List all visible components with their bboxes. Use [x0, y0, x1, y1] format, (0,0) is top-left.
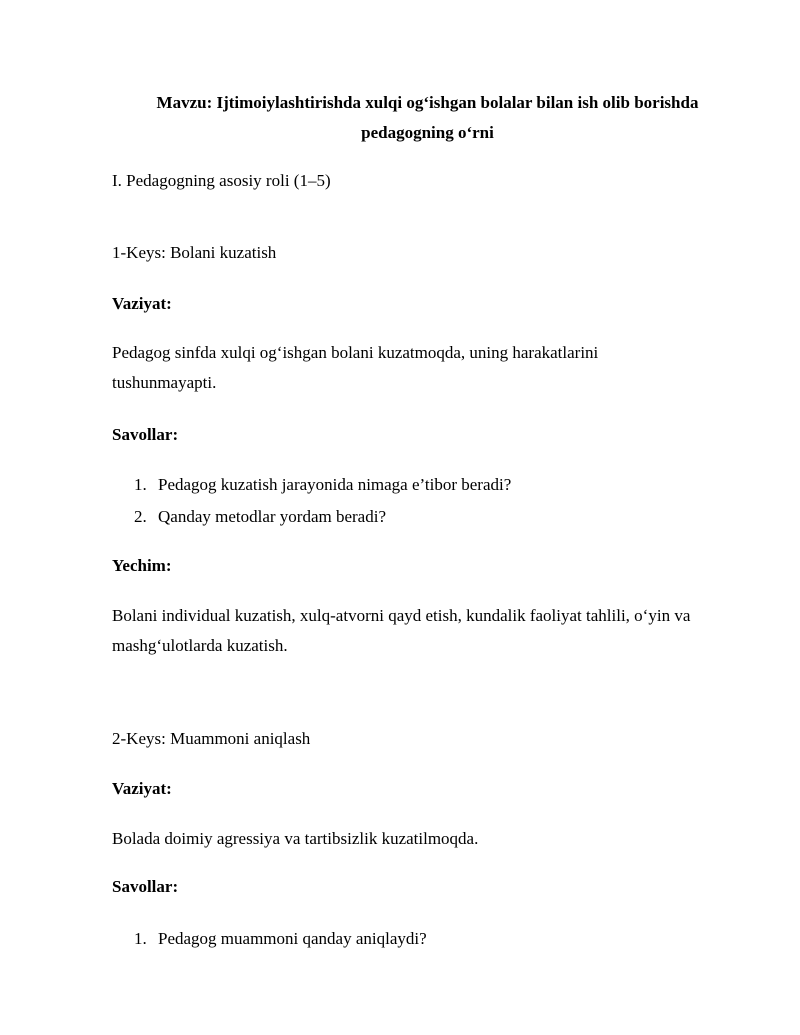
case-1-situation-line-1: Pedagog sinfda xulqi og‘ishgan bolani kuzatmoqda, uning harakatlarini — [112, 343, 599, 362]
question-text: Pedagog kuzatish jarayonida nimaga e’tibor beradi? — [158, 475, 512, 494]
case-1-situation-label: Vaziyat: — [112, 294, 172, 313]
case-1-solution-text — [112, 601, 752, 661]
question-text: Qanday metodlar yordam beradi? — [158, 507, 386, 526]
case-1-situation-line-2: tushunmayapti. — [112, 373, 217, 392]
case-1-situation-text — [112, 338, 752, 398]
case-1-questions-label: Savollar: — [112, 425, 179, 444]
case-1-question-1 — [134, 470, 511, 500]
list-number: 1. — [134, 475, 147, 494]
section-heading: I. Pedagogning asosiy roli (1–5) — [112, 171, 331, 190]
case-2-heading: 2-Keys: Muammoni aniqlash — [112, 729, 311, 748]
case-1-solution-label: Yechim: — [112, 556, 172, 575]
title-line-1: Mavzu: Ijtimoiylashtirishda xulqi og‘ishgan bolalar bilan ish olib borishda — [156, 93, 699, 112]
list-number: 1. — [134, 929, 147, 948]
case-1-solution-line-2: mashg‘ulotlarda kuzatish. — [112, 636, 288, 655]
case-2-situation-line-1: Bolada doimiy agressiya va tartibsizlik kuzatilmoqda. — [112, 829, 479, 848]
document-title — [100, 88, 755, 148]
case-2-situation-label: Vaziyat: — [112, 779, 172, 798]
title-line-2: pedagogning o‘rni — [361, 123, 494, 142]
case-1-heading: 1-Keys: Bolani kuzatish — [112, 243, 277, 262]
case-1-solution-line-1: Bolani individual kuzatish, xulq-atvorni qayd etish, kundalik faoliyat tahlili, o‘yin va — [112, 606, 691, 625]
list-number: 2. — [134, 507, 147, 526]
case-2-situation-text — [112, 824, 752, 854]
question-text: Pedagog muammoni qanday aniqlaydi? — [158, 929, 427, 948]
case-2-question-1 — [134, 924, 427, 954]
case-2-questions-label: Savollar: — [112, 877, 179, 896]
case-1-question-2 — [134, 502, 386, 532]
